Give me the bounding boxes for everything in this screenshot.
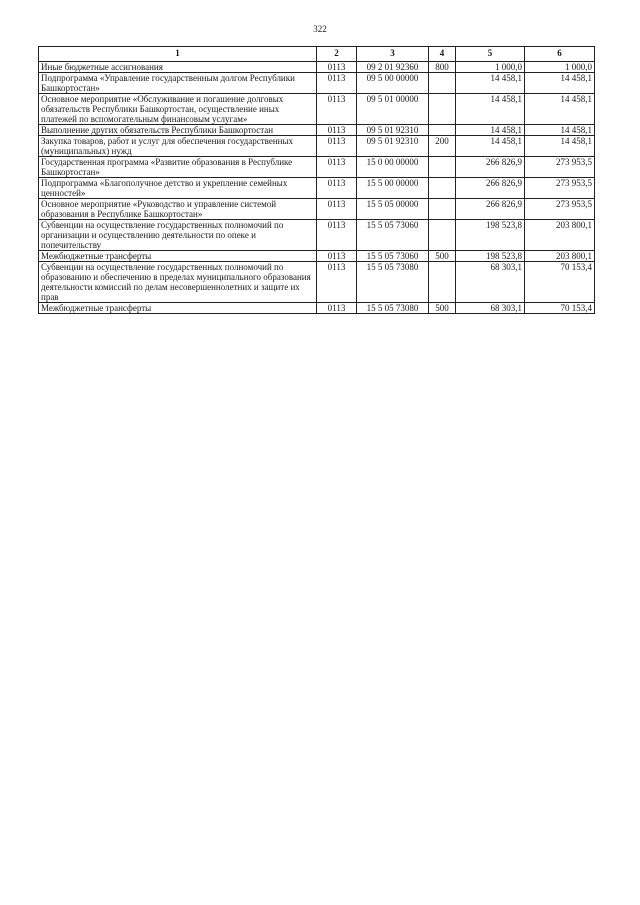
row-type-cell (429, 220, 456, 251)
row-value-5-cell: 14 458,1 (456, 125, 525, 136)
row-code-cell: 09 2 01 92360 (357, 62, 429, 73)
row-name-cell: Субвенции на осуществление государственных полномочий по образованию и обеспечению в пределах муниципального образования деятельности комиссий по делам несовершеннолетних и защите их прав (39, 262, 317, 303)
row-value-5-cell: 68 303,1 (456, 262, 525, 303)
row-value-6-cell: 273 953,5 (525, 157, 595, 178)
page-number: 322 (313, 24, 327, 34)
column-header-4: 4 (429, 47, 456, 62)
row-value-5-cell: 14 458,1 (456, 73, 525, 94)
column-header-2: 2 (317, 47, 357, 62)
row-section-cell: 0113 (317, 199, 357, 220)
row-value-6-cell: 273 953,5 (525, 178, 595, 199)
row-type-cell (429, 73, 456, 94)
row-value-6-cell: 14 458,1 (525, 136, 595, 157)
row-value-5-cell: 266 826,9 (456, 178, 525, 199)
row-value-5-cell: 68 303,1 (456, 303, 525, 314)
table-row (39, 73, 595, 94)
row-type-cell (429, 262, 456, 303)
row-type-cell (429, 94, 456, 125)
row-value-5-cell: 14 458,1 (456, 94, 525, 125)
row-section-cell: 0113 (317, 136, 357, 157)
table-row (39, 220, 595, 251)
row-type-cell: 200 (429, 136, 456, 157)
row-code-cell: 09 5 00 00000 (357, 73, 429, 94)
row-code-cell: 15 0 00 00000 (357, 157, 429, 178)
row-code-cell: 15 5 05 00000 (357, 199, 429, 220)
row-code-cell: 15 5 00 00000 (357, 178, 429, 199)
table-body (39, 62, 595, 314)
row-type-cell: 500 (429, 303, 456, 314)
row-value-5-cell: 1 000,0 (456, 62, 525, 73)
row-value-5-cell: 198 523,8 (456, 220, 525, 251)
row-value-6-cell: 70 153,4 (525, 303, 595, 314)
row-type-cell (429, 178, 456, 199)
column-header-3: 3 (357, 47, 429, 62)
row-name-cell: Подпрограмма «Управление государственным долгом Республики Башкортостан» (39, 73, 317, 94)
table-row (39, 94, 595, 125)
row-section-cell: 0113 (317, 262, 357, 303)
row-name-cell: Межбюджетные трансферты (39, 303, 317, 314)
row-name-cell: Закупка товаров, работ и услуг для обеспечения государственных (муниципальных) нужд (39, 136, 317, 157)
row-code-cell: 15 5 05 73080 (357, 303, 429, 314)
row-type-cell (429, 199, 456, 220)
row-section-cell: 0113 (317, 178, 357, 199)
row-section-cell: 0113 (317, 157, 357, 178)
table-row (39, 157, 595, 178)
row-type-cell (429, 125, 456, 136)
row-name-cell: Государственная программа «Развитие образования в Республике Башкортостан» (39, 157, 317, 178)
row-name-cell: Субвенции на осуществление государственных полномочий по организации и осуществлению деятельности по опеке и попечительству (39, 220, 317, 251)
row-value-5-cell: 198 523,8 (456, 251, 525, 262)
table-row (39, 125, 595, 136)
row-section-cell: 0113 (317, 73, 357, 94)
row-code-cell: 09 5 01 00000 (357, 94, 429, 125)
row-name-cell: Выполнение других обязательств Республики Башкортостан (39, 125, 317, 136)
row-code-cell: 15 5 05 73060 (357, 220, 429, 251)
row-value-5-cell: 266 826,9 (456, 157, 525, 178)
budget-table (38, 46, 595, 314)
row-name-cell: Иные бюджетные ассигнования (39, 62, 317, 73)
column-header-5: 5 (456, 47, 525, 62)
row-value-6-cell: 14 458,1 (525, 73, 595, 94)
table-row (39, 251, 595, 262)
column-header-6: 6 (525, 47, 595, 62)
row-code-cell: 09 5 01 92310 (357, 125, 429, 136)
row-name-cell: Подпрограмма «Благополучное детство и укрепление семейных ценностей» (39, 178, 317, 199)
row-name-cell: Межбюджетные трансферты (39, 251, 317, 262)
row-value-6-cell: 14 458,1 (525, 125, 595, 136)
row-section-cell: 0113 (317, 62, 357, 73)
table-row (39, 62, 595, 73)
row-value-6-cell: 70 153,4 (525, 262, 595, 303)
row-section-cell: 0113 (317, 125, 357, 136)
row-section-cell: 0113 (317, 94, 357, 125)
row-value-6-cell: 203 800,1 (525, 251, 595, 262)
table-row (39, 199, 595, 220)
table-header-row (39, 47, 595, 62)
column-header-1: 1 (39, 47, 317, 62)
row-value-6-cell: 1 000,0 (525, 62, 595, 73)
table-row (39, 303, 595, 314)
row-name-cell: Основное мероприятие «Руководство и управление системой образования в Республике Башкортостан» (39, 199, 317, 220)
row-type-cell: 500 (429, 251, 456, 262)
row-value-6-cell: 203 800,1 (525, 220, 595, 251)
row-value-6-cell: 14 458,1 (525, 94, 595, 125)
table-row (39, 136, 595, 157)
row-code-cell: 09 5 01 92310 (357, 136, 429, 157)
row-type-cell: 800 (429, 62, 456, 73)
row-code-cell: 15 5 05 73080 (357, 262, 429, 303)
table-row (39, 262, 595, 303)
row-section-cell: 0113 (317, 303, 357, 314)
row-section-cell: 0113 (317, 251, 357, 262)
table-row (39, 178, 595, 199)
row-value-5-cell: 266 826,9 (456, 199, 525, 220)
row-type-cell (429, 157, 456, 178)
row-code-cell: 15 5 05 73060 (357, 251, 429, 262)
row-section-cell: 0113 (317, 220, 357, 251)
row-value-6-cell: 273 953,5 (525, 199, 595, 220)
row-name-cell: Основное мероприятие «Обслуживание и погашение долговых обязательств Республики Башкортостан, осуществление иных платежей по вспомогательным финансовым услугам» (39, 94, 317, 125)
row-value-5-cell: 14 458,1 (456, 136, 525, 157)
